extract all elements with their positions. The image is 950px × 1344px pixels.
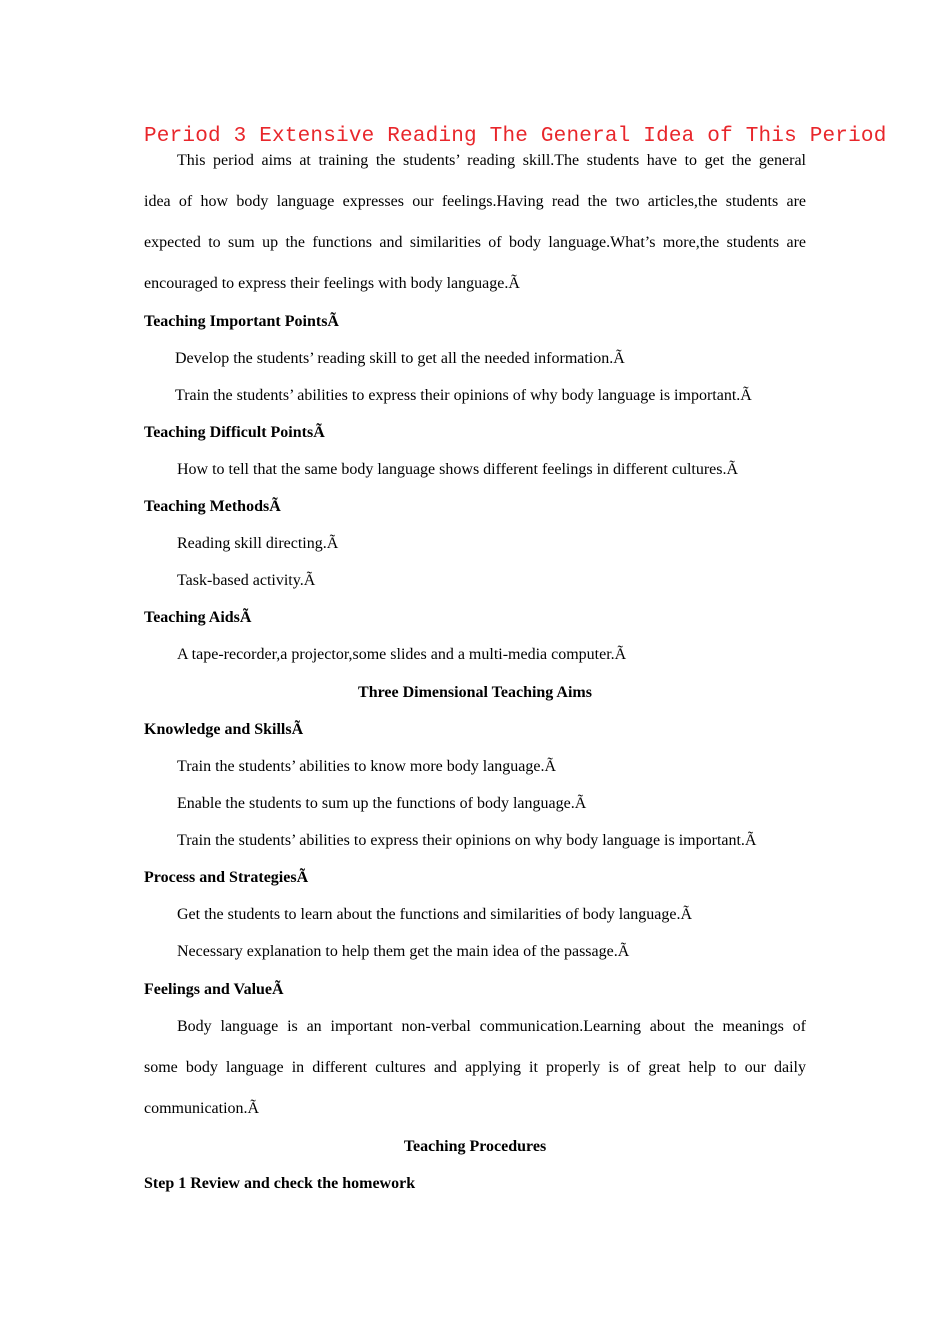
list-item: Reading skill directing.Ã (177, 535, 339, 552)
list-item: Enable the students to sum up the functions of body language.Ã (177, 795, 587, 812)
section-heading-process-strategies: Process and StrategiesÃ (144, 869, 309, 886)
centered-heading-teaching-procedures: Teaching Procedures (403, 1138, 547, 1155)
centered-heading-three-dimensional-aims: Three Dimensional Teaching Aims (358, 684, 592, 701)
feelings-paragraph-line: Body language is an important non-verbal communication.Learning about the meanings of (177, 1018, 806, 1035)
section-heading-aids: Teaching AidsÃ (144, 609, 252, 626)
list-item: A tape-recorder,a projector,some slides and a multi-media computer.Ã (177, 646, 627, 663)
intro-paragraph-line: encouraged to express their feelings with body language.Ã (144, 275, 520, 292)
list-item: How to tell that the same body language shows different feelings in different cultures.Ã (177, 461, 739, 478)
intro-paragraph-line: idea of how body language expresses our feelings.Having read the two articles,the students are (144, 193, 806, 210)
list-item: Train the students’ abilities to know more body language.Ã (177, 758, 557, 775)
intro-paragraph-line: This period aims at training the students’ reading skill.The students have to get the general (177, 152, 806, 169)
section-heading-feelings-value: Feelings and ValueÃ (144, 981, 284, 998)
intro-paragraph-line: expected to sum up the functions and similarities of body language.What’s more,the students are (144, 234, 806, 251)
list-item: Train the students’ abilities to express their opinions of why body language is important.Ã (175, 387, 752, 404)
list-item: Necessary explanation to help them get the main idea of the passage.Ã (177, 943, 630, 960)
section-heading-methods: Teaching MethodsÃ (144, 498, 281, 515)
page-title: Period 3 Extensive Reading The General Idea of This Period (144, 125, 887, 148)
section-heading-important-points: Teaching Important PointsÃ (144, 313, 339, 330)
list-item: Get the students to learn about the functions and similarities of body language.Ã (177, 906, 692, 923)
feelings-paragraph-line: some body language in different cultures and applying it properly is of great help to our daily (144, 1059, 806, 1076)
step-heading: Step 1 Review and check the homework (144, 1175, 416, 1192)
section-heading-knowledge-skills: Knowledge and SkillsÃ (144, 721, 304, 738)
list-item: Train the students’ abilities to express their opinions on why body language is important.Ã (177, 832, 757, 849)
list-item: Develop the students’ reading skill to get all the needed information.Ã (175, 350, 625, 367)
feelings-paragraph-line: communication.Ã (144, 1100, 260, 1117)
list-item: Task-based activity.Ã (177, 572, 316, 589)
section-heading-difficult-points: Teaching Difficult PointsÃ (144, 424, 325, 441)
